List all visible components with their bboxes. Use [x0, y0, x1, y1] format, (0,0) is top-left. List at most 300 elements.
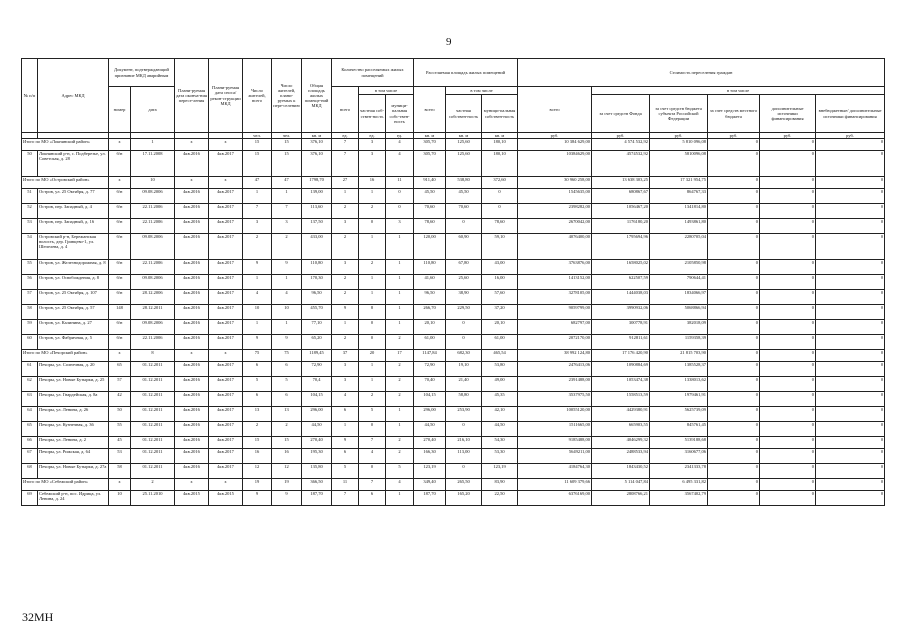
cell-a-all: 110,80: [414, 260, 446, 275]
col-extra: внебюджетные/ дополнительные источники финансирования: [816, 95, 885, 133]
row-address: Себежский р-н, пос. Идрица, ул. Ленина, д. 24: [38, 491, 109, 506]
cell-q-priv: 6: [359, 491, 386, 506]
cell-plan-r: x: [175, 139, 209, 151]
cell-area: 195,30: [302, 449, 332, 464]
cell-res-total: 6: [243, 362, 272, 377]
cell-region: 1385528,37: [650, 362, 708, 377]
cell-plan-r: 4кв.2016: [175, 464, 209, 479]
cell-res-total: 10: [243, 305, 272, 320]
cell-fund: 1558513,59: [592, 392, 650, 407]
cell-plan-d: 4кв.2017: [209, 189, 243, 204]
row-number: 64: [22, 407, 38, 422]
cell-q-all: 2: [332, 234, 359, 260]
cell-local: 0: [708, 204, 760, 219]
cell-add: 0: [760, 260, 816, 275]
cell-doc-date: 28.12.2006: [131, 290, 175, 305]
cell-region: 1338013,62: [650, 377, 708, 392]
cell-a-mun: 20,10: [482, 320, 518, 335]
cell-area: 270,40: [302, 437, 332, 449]
cell-q-all: 2: [332, 204, 359, 219]
cell-res-plan: 1: [272, 320, 302, 335]
cell-doc-date: 25.11.2010: [131, 491, 175, 506]
cell-q-all: 9: [332, 437, 359, 449]
cell-plan-d: x: [209, 350, 243, 362]
cell-doc-num: 42: [109, 392, 131, 407]
table-row: [22, 290, 885, 305]
row-address: Печоры, ул. Гвардейская, д. 8а: [38, 392, 109, 407]
cell-local: 0: [708, 392, 760, 407]
cell-fund: 1843430,52: [592, 464, 650, 479]
cell-q-mun: 2: [386, 392, 414, 407]
cell-doc-num: 45: [109, 437, 131, 449]
cell-q-priv: 8: [359, 305, 386, 320]
units-cell: кв. м: [414, 133, 446, 139]
cell-area: 1798,70: [302, 177, 332, 189]
cell-a-mun: 53,80: [482, 362, 518, 377]
footer-code: 32MH: [22, 610, 54, 624]
col-num: № п/п: [22, 59, 38, 133]
cell-a-all: 120,00: [414, 234, 446, 260]
cell-a-mun: 45,35: [482, 392, 518, 407]
cell-a-priv: 125,60: [446, 151, 482, 177]
cell-res-plan: 47: [272, 177, 302, 189]
cell-fund: 2808766,21: [592, 491, 650, 506]
row-number: 53: [22, 219, 38, 234]
cell-extra: 0: [816, 189, 885, 204]
cell-fund: 1090884,69: [592, 362, 650, 377]
cell-plan-r: 4кв.2015: [175, 491, 209, 506]
cell-res-total: 16: [243, 449, 272, 464]
cell-extra: 0: [816, 290, 885, 305]
cell-region: 3160677,06: [650, 449, 708, 464]
cell-area: 296,00: [302, 407, 332, 422]
cell-fund: 300778,91: [592, 320, 650, 335]
cell-region: 5139188,68: [650, 437, 708, 449]
cell-fund: 5 114 047,84: [592, 479, 650, 491]
cell-res-total: 15: [243, 139, 272, 151]
cell-extra: 0: [816, 392, 885, 407]
table-row: [22, 422, 885, 437]
cell-a-priv: 21,40: [446, 377, 482, 392]
cell-add: 0: [760, 437, 816, 449]
cell-plan-r: 4кв.2016: [175, 305, 209, 320]
cell-fund: 1795694,96: [592, 234, 650, 260]
col-local: за счет средств местного бюджета: [708, 95, 760, 133]
cell-a-all: 72,90: [414, 362, 446, 377]
cell-q-all: 7: [332, 491, 359, 506]
cell-res-total: 7: [243, 204, 272, 219]
cell-res-plan: 12: [272, 464, 302, 479]
cell-q-mun: 1: [386, 407, 414, 422]
row-number: 55: [22, 260, 38, 275]
cell-q-all: 4: [332, 392, 359, 407]
cell-extra: 0: [816, 305, 885, 320]
cell-extra: 0: [816, 350, 885, 362]
cell-area: 77,10: [302, 320, 332, 335]
cell-local: 0: [708, 151, 760, 177]
cell-res-total: 1: [243, 275, 272, 290]
row-number: 68: [22, 464, 38, 479]
cell-local: 0: [708, 362, 760, 377]
cell-local: 0: [708, 377, 760, 392]
cell-region: 382018,09: [650, 320, 708, 335]
cell-plan-d: 4кв.2017: [209, 392, 243, 407]
cell-a-all: 266,70: [414, 305, 446, 320]
cell-q-all: 11: [332, 479, 359, 491]
cell-doc-num: 57: [109, 377, 131, 392]
page-number: 9: [446, 36, 452, 48]
cell-add: 0: [760, 377, 816, 392]
col-q-private: частная соб-ствен-ность: [359, 95, 386, 133]
row-number: 56: [22, 275, 38, 290]
cell-extra: 0: [816, 260, 885, 275]
cell-q-priv: 2: [359, 204, 386, 219]
cell-plan-r: 4кв.2016: [175, 449, 209, 464]
cell-q-mun: 2: [386, 362, 414, 377]
cell-a-mun: 49,00: [482, 377, 518, 392]
row-number: 62: [22, 377, 38, 392]
cell-a-mun: 372,60: [482, 177, 518, 189]
units-cell: руб.: [650, 133, 708, 139]
cell-q-priv: 0: [359, 335, 386, 350]
cell-cost: 2670042,00: [518, 219, 592, 234]
cell-cost: 11 609 379,66: [518, 479, 592, 491]
cell-area: 70,4: [302, 377, 332, 392]
cell-a-mun: 180,10: [482, 139, 518, 151]
cell-plan-d: 4кв.2017: [209, 305, 243, 320]
cell-plan-r: 4кв.2016: [175, 422, 209, 437]
cell-q-all: 2: [332, 290, 359, 305]
cell-local: 0: [708, 449, 760, 464]
cell-add: 0: [760, 491, 816, 506]
cell-q-all: 9: [332, 305, 359, 320]
cell-add: 0: [760, 422, 816, 437]
cell-cost: 10 384 629,00: [518, 139, 592, 151]
units-cell: руб.: [816, 133, 885, 139]
cell-plan-d: 4кв.2017: [209, 437, 243, 449]
row-number: 60: [22, 335, 38, 350]
cell-doc-num: 50: [109, 407, 131, 422]
cell-fund: 1444038,03: [592, 290, 650, 305]
cell-extra: 0: [816, 464, 885, 479]
cell-a-mun: 57,60: [482, 290, 518, 305]
units-cell: кв. м: [446, 133, 482, 139]
cell-a-priv: 682,30: [446, 350, 482, 362]
cell-region: 21 815 703,90: [650, 350, 708, 362]
cell-plan-d: 4кв.2017: [209, 290, 243, 305]
cell-res-total: 13: [243, 407, 272, 422]
units-cell: кв. м: [482, 133, 518, 139]
cell-q-mun: 0: [386, 189, 414, 204]
row-number: 67: [22, 449, 38, 464]
cell-local: 0: [708, 139, 760, 151]
cell-doc-num: 65: [109, 362, 131, 377]
cell-a-mun: 465,54: [482, 350, 518, 362]
cell-a-priv: 265,50: [446, 479, 482, 491]
cell-doc-date: 22.11.2006: [131, 335, 175, 350]
cell-q-mun: 5: [386, 464, 414, 479]
cell-local: 0: [708, 335, 760, 350]
cell-plan-r: 4кв.2016: [175, 377, 209, 392]
cell-plan-r: 4кв.2016: [175, 151, 209, 177]
table-row: [22, 219, 885, 234]
units-cell: кв. м: [302, 133, 332, 139]
row-address: Остров, пер. Западный, д. 4: [38, 204, 109, 219]
cell-a-priv: 165,20: [446, 491, 482, 506]
cell-doc-num: б/н: [109, 275, 131, 290]
cell-a-all: 70,60: [414, 204, 446, 219]
cell-res-plan: 15: [272, 151, 302, 177]
cell-plan-d: x: [209, 177, 243, 189]
col-residents-plan: Число жителей, плани-руемых к пере-селению: [272, 59, 302, 133]
cell-region: 1979461,91: [650, 392, 708, 407]
cell-plan-d: 4кв.2017: [209, 362, 243, 377]
row-address: Остров, пер. Западный, д. 16: [38, 219, 109, 234]
cell-add: 0: [760, 290, 816, 305]
cell-q-all: 6: [332, 407, 359, 422]
cell-plan-r: 4кв.2016: [175, 362, 209, 377]
cell-region: 5 810 096,08: [650, 139, 708, 151]
row-address: Печоры, ул. Солнечная, д. 20: [38, 362, 109, 377]
units-cell: чел.: [243, 133, 272, 139]
cell-a-priv: 25,60: [446, 275, 482, 290]
cell-a-mun: 83,90: [482, 479, 518, 491]
col-region: за счет средств бюджета субъекта Российской Федерации: [650, 95, 708, 133]
col-q-incl: в том числе: [359, 87, 414, 95]
cell-plan-d: 4кв.2017: [209, 335, 243, 350]
cell-area: 44,50: [302, 422, 332, 437]
cell-a-all: 349,40: [414, 479, 446, 491]
row-number: 51: [22, 189, 38, 204]
table-row: [22, 335, 885, 350]
cell-plan-d: 4кв.2017: [209, 449, 243, 464]
cell-local: 0: [708, 407, 760, 422]
cell-q-priv: 1: [359, 189, 386, 204]
cell-plan-r: 4кв.2016: [175, 260, 209, 275]
cell-q-priv: 2: [359, 392, 386, 407]
cell-a-priv: 113,00: [446, 449, 482, 464]
cell-local: 0: [708, 305, 760, 320]
cell-q-mun: 0: [386, 204, 414, 219]
cell-a-all: 911,40: [414, 177, 446, 189]
cell-doc-date: 01.12.2011: [131, 362, 175, 377]
cell-cost: 3537975,50: [518, 392, 592, 407]
cell-res-total: 3: [243, 219, 272, 234]
cell-local: 0: [708, 464, 760, 479]
cell-q-mun: 1: [386, 422, 414, 437]
cell-doc-num: 58: [109, 464, 131, 479]
cell-a-priv: 253,90: [446, 407, 482, 422]
cell-a-mun: 37,20: [482, 305, 518, 320]
cell-cost: 38 992 124,80: [518, 350, 592, 362]
cell-region: 3567402,79: [650, 491, 708, 506]
row-number: 66: [22, 437, 38, 449]
table-row: [22, 449, 885, 464]
cell-add: 0: [760, 350, 816, 362]
cell-fund: 912811,61: [592, 335, 650, 350]
cell-q-mun: 4: [386, 479, 414, 491]
col-fund: за счет средств Фонда: [592, 95, 650, 133]
cell-cost: 10055120,00: [518, 407, 592, 422]
cell-fund: 1053474,38: [592, 377, 650, 392]
subtotal-row: [22, 350, 885, 362]
cell-cost: 4076400,00: [518, 234, 592, 260]
cell-q-all: 2: [332, 275, 359, 290]
cell-region: 17 321 954,75: [650, 177, 708, 189]
cell-a-priv: 216,10: [446, 437, 482, 449]
cell-cost: 3278105,00: [518, 290, 592, 305]
cell-add: 0: [760, 449, 816, 464]
cell-local: 0: [708, 177, 760, 189]
cell-a-all: 270,40: [414, 437, 446, 449]
col-doc-num: номер: [109, 87, 131, 133]
cell-a-priv: 58,80: [446, 392, 482, 407]
cell-a-all: 305,70: [414, 151, 446, 177]
cell-q-priv: 5: [359, 407, 386, 422]
cell-region: 1159358,39: [650, 335, 708, 350]
cell-doc-date: 28.12.2011: [131, 305, 175, 320]
cell-area: 170,30: [302, 275, 332, 290]
cell-doc-date: 01.12.2011: [131, 464, 175, 479]
cell-plan-d: x: [209, 479, 243, 491]
cell-doc-date: 10: [131, 177, 175, 189]
cell-a-all: 104,15: [414, 392, 446, 407]
cell-fund: 1658025,02: [592, 260, 650, 275]
cell-doc-date: 09.08.2006: [131, 275, 175, 290]
cell-extra: 0: [816, 275, 885, 290]
cell-a-priv: 0: [446, 335, 482, 350]
table-row: [22, 491, 885, 506]
subtotal-label: Итого по МО «Печорский район»: [22, 350, 109, 362]
cell-local: 0: [708, 234, 760, 260]
cell-a-all: 166,30: [414, 449, 446, 464]
table-row: [22, 275, 885, 290]
cell-doc-num: б/н: [109, 204, 131, 219]
cell-region: 6 495 331,82: [650, 479, 708, 491]
row-number: 57: [22, 290, 38, 305]
cell-cost: 9059799,00: [518, 305, 592, 320]
table-row: [22, 362, 885, 377]
cell-q-priv: 1: [359, 377, 386, 392]
cell-doc-date: 09.08.2006: [131, 234, 175, 260]
cell-doc-num: б/н: [109, 219, 131, 234]
cell-doc-date: 22.11.2006: [131, 204, 175, 219]
cell-res-total: 2: [243, 422, 272, 437]
cell-doc-num: б/н: [109, 189, 131, 204]
row-address: Локнянский р-н, с. Подберезье, ул. Советская, д. 28: [38, 151, 109, 177]
cell-a-all: 123,19: [414, 464, 446, 479]
cell-q-priv: 3: [359, 151, 386, 177]
cell-fund: 4046299,32: [592, 437, 650, 449]
cell-region: 2280705,04: [650, 234, 708, 260]
cell-a-priv: 229,50: [446, 305, 482, 320]
cell-q-all: 37: [332, 350, 359, 362]
table-body: [22, 139, 885, 506]
cell-region: 5810096,08: [650, 151, 708, 177]
cell-q-all: 3: [332, 219, 359, 234]
col-residents-total: Число жителей, всего: [243, 59, 272, 133]
cell-region: 1834066,97: [650, 290, 708, 305]
cell-a-priv: 0: [446, 320, 482, 335]
subtotal-row: [22, 479, 885, 491]
cell-fund: 17 176 420,90: [592, 350, 650, 362]
cell-res-total: 2: [243, 234, 272, 260]
cell-plan-r: x: [175, 479, 209, 491]
cell-doc-num: б/н: [109, 260, 131, 275]
cell-doc-num: б/н: [109, 320, 131, 335]
cell-res-plan: 1: [272, 275, 302, 290]
row-address: Остров, ул. 25 Октября, д. 57: [38, 305, 109, 320]
cell-plan-r: x: [175, 350, 209, 362]
row-number: 65: [22, 422, 38, 437]
table-header: [22, 59, 885, 139]
cell-fund: 13 638 303,25: [592, 177, 650, 189]
cell-extra: 0: [816, 491, 885, 506]
cell-extra: 0: [816, 151, 885, 177]
cell-a-priv: 38,90: [446, 290, 482, 305]
table-row: [22, 407, 885, 422]
cell-a-priv: 538,80: [446, 177, 482, 189]
col-doc-date: дата: [131, 87, 175, 133]
cell-plan-r: x: [175, 177, 209, 189]
cell-region: 790644,41: [650, 275, 708, 290]
units-cell: чел.: [272, 133, 302, 139]
cell-fund: 1056467,20: [592, 204, 650, 219]
cell-a-all: 61,00: [414, 335, 446, 350]
cell-cost: 2391488,00: [518, 377, 592, 392]
cell-extra: 0: [816, 234, 885, 260]
cell-plan-r: 4кв.2016: [175, 407, 209, 422]
cell-q-mun: 1: [386, 290, 414, 305]
resettlement-table: [21, 58, 885, 506]
table-row: [22, 305, 885, 320]
cell-q-priv: 1: [359, 290, 386, 305]
units-cell: ед.: [332, 133, 359, 139]
cell-local: 0: [708, 479, 760, 491]
cell-q-all: 3: [332, 362, 359, 377]
cell-doc-date: 1: [131, 139, 175, 151]
row-address: Печоры, ул. Новые Бутырки, д. 27а: [38, 464, 109, 479]
col-plan-resettle: Плани-руемая дата оконча-ния пересе-ления: [175, 59, 209, 133]
cell-doc-date: 22.11.2006: [131, 219, 175, 234]
cell-q-priv: 0: [359, 422, 386, 437]
cell-q-priv: 1: [359, 362, 386, 377]
cell-fund: 680867,67: [592, 189, 650, 204]
row-address: Печоры, ул. Ленина, д. 2: [38, 437, 109, 449]
cell-q-all: 6: [332, 449, 359, 464]
cell-area: 72,90: [302, 362, 332, 377]
cell-a-all: 45,50: [414, 189, 446, 204]
units-cell: руб.: [518, 133, 592, 139]
cell-a-priv: 19,10: [446, 362, 482, 377]
cell-doc-date: 8: [131, 350, 175, 362]
cell-local: 0: [708, 219, 760, 234]
cell-res-plan: 19: [272, 479, 302, 491]
cell-extra: 0: [816, 204, 885, 219]
row-address: Островский р-н, Бережанская волость, дер. Гривцево-1, ул. Шепелева, д. 4: [38, 234, 109, 260]
units-cell: руб.: [708, 133, 760, 139]
cell-area: 110,80: [302, 260, 332, 275]
cell-a-priv: 70,60: [446, 204, 482, 219]
row-number: 69: [22, 491, 38, 506]
cell-a-all: 70,40: [414, 377, 446, 392]
cell-add: 0: [760, 275, 816, 290]
row-number: 54: [22, 234, 38, 260]
cell-add: 0: [760, 189, 816, 204]
cell-fund: 3990932,06: [592, 305, 650, 320]
cell-local: 0: [708, 275, 760, 290]
cell-a-all: 44,50: [414, 422, 446, 437]
